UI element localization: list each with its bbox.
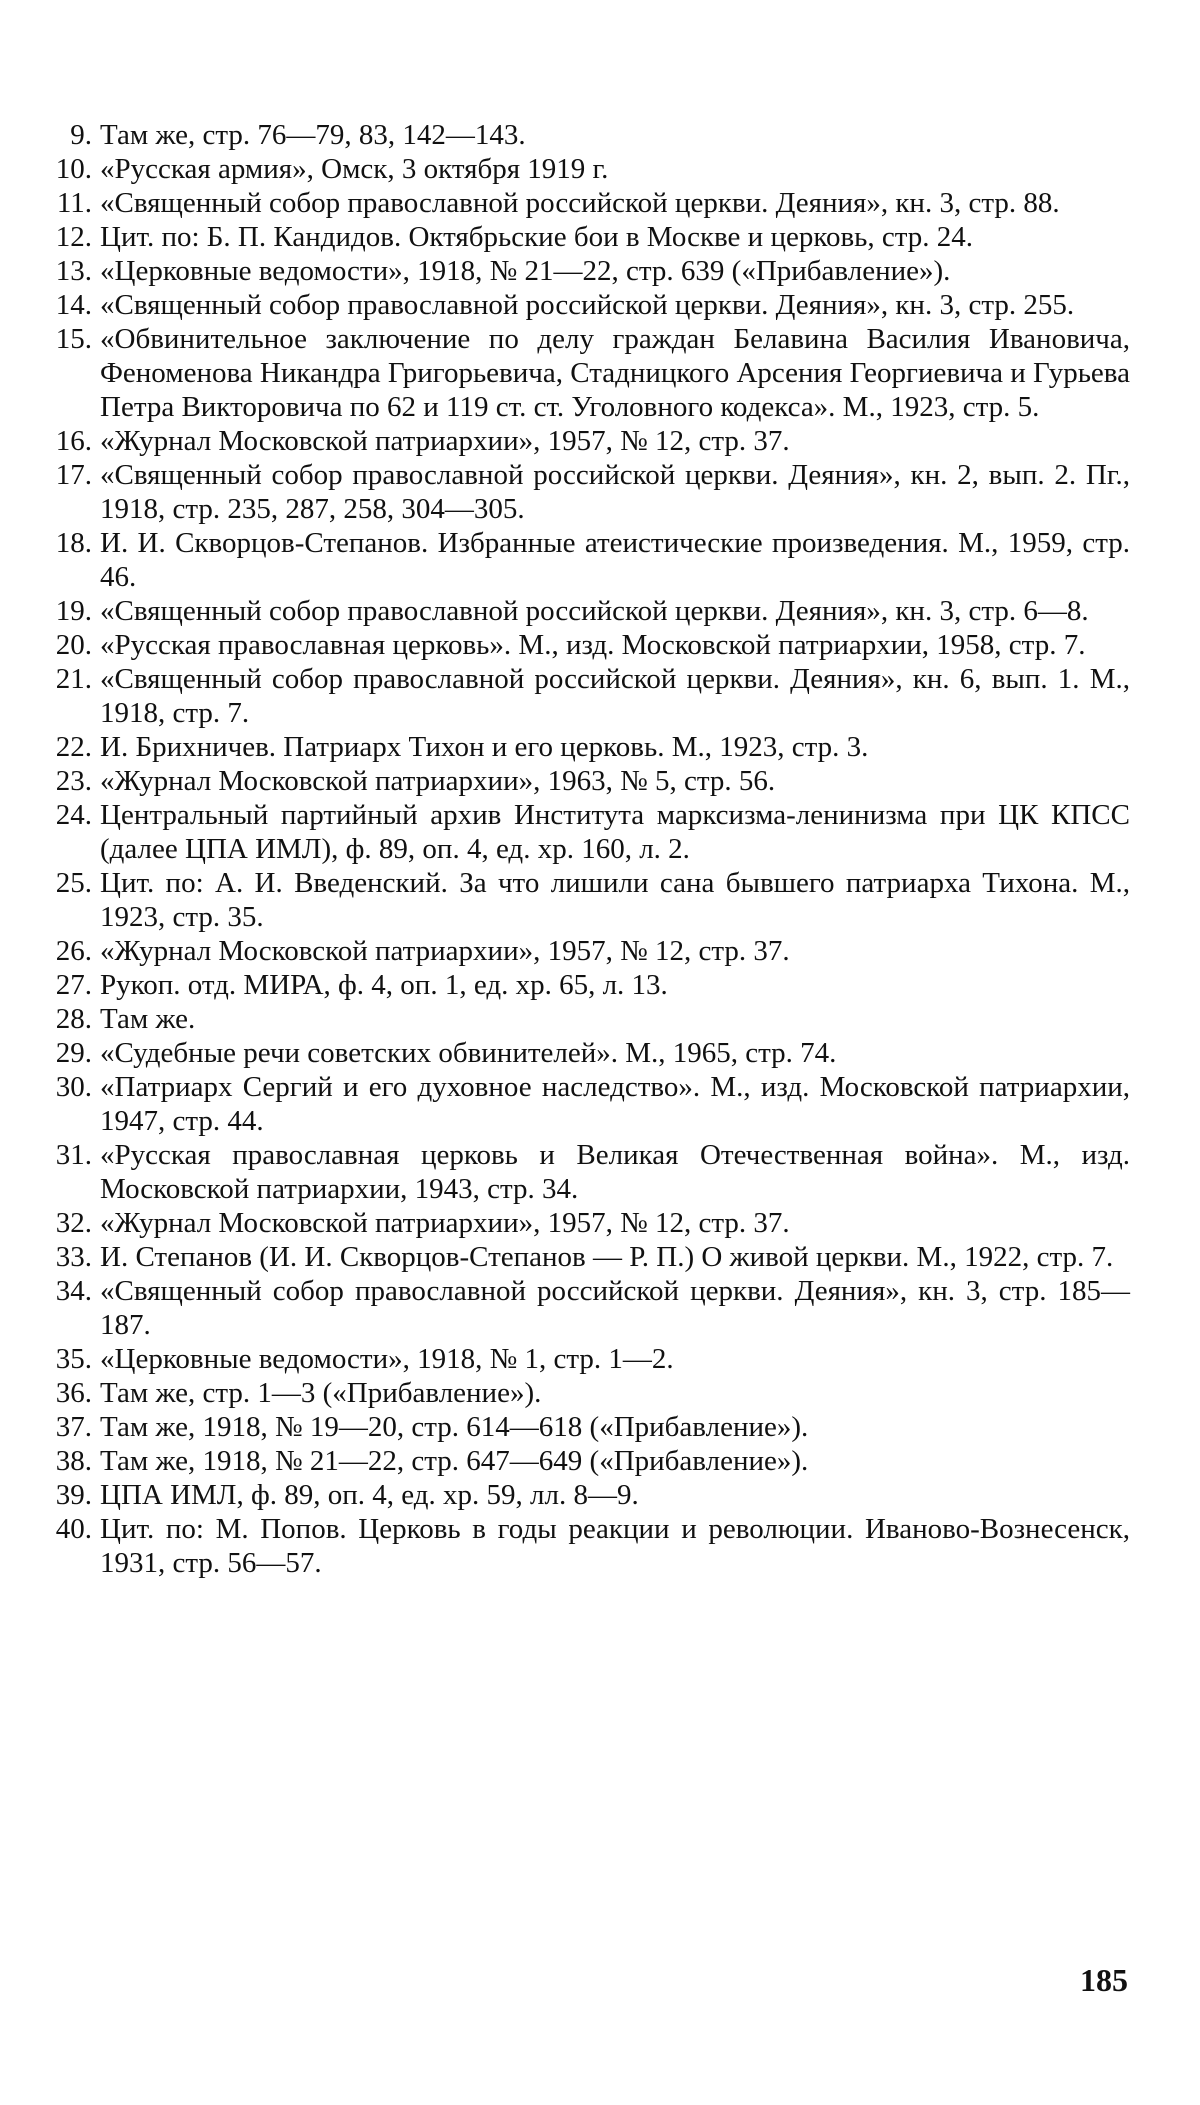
endnote-text: И. И. Скворцов-Степанов. Избранные атеистические произведения. М., 1959, стр. 46. bbox=[100, 527, 1130, 593]
endnote-number: 30. bbox=[55, 1071, 92, 1103]
endnote-item bbox=[42, 1002, 1130, 1036]
endnote-item bbox=[42, 730, 1130, 764]
endnote-item bbox=[42, 628, 1130, 662]
endnote-number: 29. bbox=[55, 1037, 92, 1069]
endnote-text: «Обвинительное заключение по делу граждан Белавина Василия Ивановича, Феноменова Никандра Григорьевича, Стадницкого Арсения Георгиевича и Гурьева Петра Викторовича по 62 и 119 ст. ст. Уголовного кодекса». М., 1923, стр. 5. bbox=[100, 323, 1130, 423]
endnote-text: «Церковные ведомости», 1918, № 1, стр. 1—2. bbox=[100, 1343, 674, 1375]
endnote-text: Там же, стр. 1—3 («Прибавление»). bbox=[100, 1377, 542, 1409]
endnote-item bbox=[42, 1036, 1130, 1070]
endnote-number: 34. bbox=[55, 1275, 92, 1307]
endnote-text: Там же. bbox=[100, 1003, 196, 1035]
endnote-item bbox=[42, 526, 1130, 594]
endnote-text: Цит. по: А. И. Введенский. За что лишили сана бывшего патриарха Тихона. М., 1923, стр. 35. bbox=[100, 867, 1130, 933]
endnote-number: 21. bbox=[55, 663, 92, 695]
endnote-item bbox=[42, 866, 1130, 934]
endnote-item bbox=[42, 1206, 1130, 1240]
endnote-item bbox=[42, 1410, 1130, 1444]
endnote-text: «Русская армия», Омск, 3 октября 1919 г. bbox=[100, 153, 609, 185]
endnote-item bbox=[42, 322, 1130, 424]
endnote-number: 39. bbox=[55, 1479, 92, 1511]
endnote-number: 33. bbox=[55, 1241, 92, 1273]
endnote-text: Центральный партийный архив Института марксизма-ленинизма при ЦК КПСС (далее ЦПА ИМЛ), ф. 89, оп. 4, ед. хр. 160, л. 2. bbox=[100, 799, 1130, 865]
endnote-item bbox=[42, 662, 1130, 730]
endnote-number: 26. bbox=[55, 935, 92, 967]
endnote-text: Цит. по: Б. П. Кандидов. Октябрьские бои в Москве и церковь, стр. 24. bbox=[100, 221, 974, 253]
endnote-item bbox=[42, 968, 1130, 1002]
endnote-number: 17. bbox=[55, 459, 92, 491]
endnote-text: Рукоп. отд. МИРА, ф. 4, оп. 1, ед. хр. 65, л. 13. bbox=[100, 969, 668, 1001]
endnote-text: «Священный собор православной российской церкви. Деяния», кн. 3, стр. 185—187. bbox=[100, 1275, 1130, 1341]
endnote-number: 35. bbox=[55, 1343, 92, 1375]
endnote-item bbox=[42, 1512, 1130, 1580]
endnote-text: Там же, 1918, № 21—22, стр. 647—649 («Прибавление»). bbox=[100, 1445, 809, 1477]
endnote-text: Там же, 1918, № 19—20, стр. 614—618 («Прибавление»). bbox=[100, 1411, 809, 1443]
endnote-item bbox=[42, 1376, 1130, 1410]
endnote-text: «Священный собор православной российской церкви. Деяния», кн. 3, стр. 88. bbox=[100, 187, 1060, 219]
endnote-number: 22. bbox=[55, 731, 92, 763]
endnotes-list bbox=[42, 118, 1130, 1580]
endnote-item bbox=[42, 798, 1130, 866]
endnote-item bbox=[42, 1138, 1130, 1206]
endnote-text: «Священный собор православной российской церкви. Деяния», кн. 3, стр. 6—8. bbox=[100, 595, 1089, 627]
endnote-number: 25. bbox=[55, 867, 92, 899]
endnote-item bbox=[42, 1240, 1130, 1274]
endnote-number: 19. bbox=[55, 595, 92, 627]
endnote-number: 13. bbox=[55, 255, 92, 287]
endnote-text: «Журнал Московской патриархии», 1957, № 12, стр. 37. bbox=[100, 935, 790, 967]
endnote-number: 31. bbox=[55, 1139, 92, 1171]
endnote-text: «Священный собор православной российской церкви. Деяния», кн. 2, вып. 2. Пг., 1918, стр. 235, 287, 258, 304—305. bbox=[100, 459, 1130, 525]
endnote-item bbox=[42, 288, 1130, 322]
endnote-text: «Священный собор православной российской церкви. Деяния», кн. 6, вып. 1. М., 1918, стр. 7. bbox=[100, 663, 1130, 729]
endnote-number: 12. bbox=[55, 221, 92, 253]
endnote-number: 15. bbox=[55, 323, 92, 355]
endnote-number: 11. bbox=[56, 187, 92, 219]
page-number: 185 bbox=[1080, 1962, 1128, 1998]
endnote-text: «Русская православная церковь и Великая Отечественная война». М., изд. Московской патриархии, 1943, стр. 34. bbox=[100, 1139, 1130, 1205]
endnote-text: «Патриарх Сергий и его духовное наследство». М., изд. Московской патриархии, 1947, стр. 44. bbox=[100, 1071, 1130, 1137]
endnote-item bbox=[42, 254, 1130, 288]
endnote-item bbox=[42, 1444, 1130, 1478]
endnote-number: 18. bbox=[55, 527, 92, 559]
endnote-item bbox=[42, 1070, 1130, 1138]
endnote-text: И. Брихничев. Патриарх Тихон и его церковь. М., 1923, стр. 3. bbox=[100, 731, 869, 763]
endnote-number: 9. bbox=[70, 119, 92, 151]
endnote-item bbox=[42, 1478, 1130, 1512]
endnote-number: 36. bbox=[55, 1377, 92, 1409]
endnote-item bbox=[42, 118, 1130, 152]
endnote-number: 24. bbox=[55, 799, 92, 831]
endnote-item bbox=[42, 1342, 1130, 1376]
endnote-item bbox=[42, 186, 1130, 220]
endnote-number: 32. bbox=[55, 1207, 92, 1239]
endnote-item bbox=[42, 934, 1130, 968]
endnote-text: «Журнал Московской патриархии», 1963, № 5, стр. 56. bbox=[100, 765, 776, 797]
endnote-text: «Русская православная церковь». М., изд. Московской патриархии, 1958, стр. 7. bbox=[100, 629, 1086, 661]
endnote-number: 38. bbox=[55, 1445, 92, 1477]
endnote-text: «Журнал Московской патриархии», 1957, № 12, стр. 37. bbox=[100, 1207, 790, 1239]
endnote-number: 40. bbox=[55, 1513, 92, 1545]
endnote-item bbox=[42, 458, 1130, 526]
endnote-item bbox=[42, 1274, 1130, 1342]
endnote-number: 20. bbox=[55, 629, 92, 661]
endnote-text: «Священный собор православной российской церкви. Деяния», кн. 3, стр. 255. bbox=[100, 289, 1075, 321]
endnote-text: ЦПА ИМЛ, ф. 89, оп. 4, ед. хр. 59, лл. 8—9. bbox=[100, 1479, 639, 1511]
endnote-number: 14. bbox=[55, 289, 92, 321]
endnote-text: «Судебные речи советских обвинителей». М., 1965, стр. 74. bbox=[100, 1037, 837, 1069]
endnote-number: 37. bbox=[55, 1411, 92, 1443]
endnote-text: Там же, стр. 76—79, 83, 142—143. bbox=[100, 119, 526, 151]
endnote-number: 28. bbox=[55, 1003, 92, 1035]
endnote-number: 27. bbox=[55, 969, 92, 1001]
endnote-text: И. Степанов (И. И. Скворцов-Степанов — Р. П.) О живой церкви. М., 1922, стр. 7. bbox=[100, 1241, 1114, 1273]
endnote-text: Цит. по: М. Попов. Церковь в годы реакции и революции. Иваново-Вознесенск, 1931, стр. 56—57. bbox=[100, 1513, 1130, 1579]
endnote-item bbox=[42, 152, 1130, 186]
endnote-number: 23. bbox=[55, 765, 92, 797]
endnote-item bbox=[42, 424, 1130, 458]
endnote-number: 10. bbox=[55, 153, 92, 185]
endnote-item bbox=[42, 594, 1130, 628]
endnote-item bbox=[42, 764, 1130, 798]
endnote-text: «Журнал Московской патриархии», 1957, № 12, стр. 37. bbox=[100, 425, 790, 457]
endnote-text: «Церковные ведомости», 1918, № 21—22, стр. 639 («Прибавление»). bbox=[100, 255, 951, 287]
endnote-item bbox=[42, 220, 1130, 254]
endnote-number: 16. bbox=[55, 425, 92, 457]
